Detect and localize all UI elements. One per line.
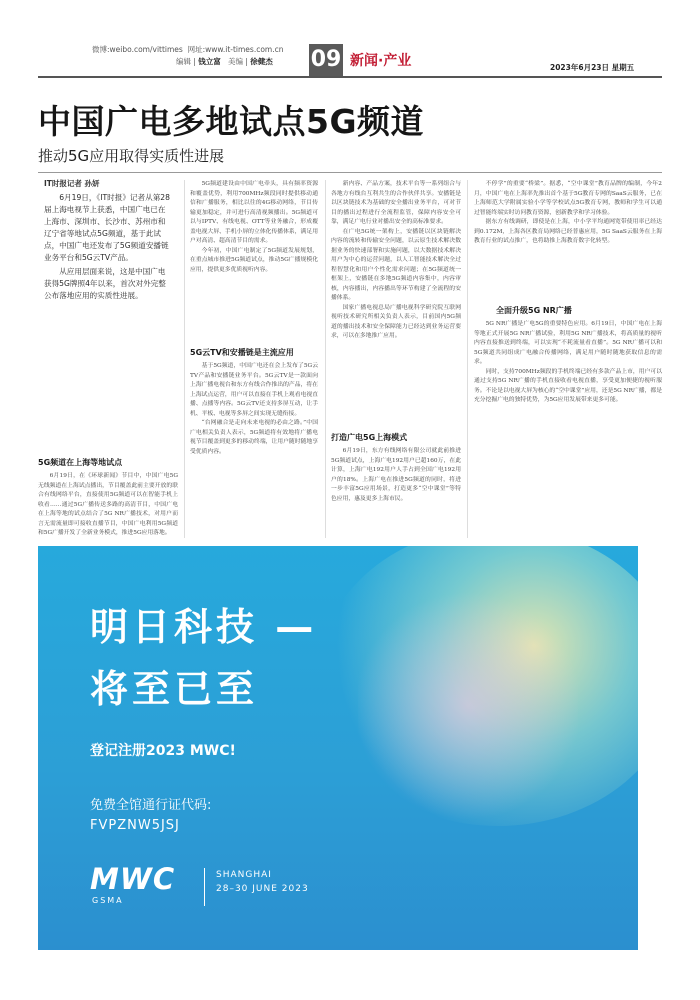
column-divider <box>184 180 185 538</box>
body-col1 <box>38 472 178 536</box>
ad-register-text: 登记注册2023 MWC! <box>90 743 236 759</box>
body-col2-bottom <box>190 362 318 538</box>
editor-label: 编辑 <box>176 57 191 66</box>
editor-name: 钱立富 <box>198 57 221 66</box>
web-text: 网址:www.it-times.com.cn <box>187 45 284 54</box>
body-paragraph: 不停学”的重要“桥梁”。据悉，“空中课堂”教育品牌的编制，今年2月，中国广电在上海率先推出首个基于5G教育专网的SaaS云服务，已在上海师范大学附属实验小学等学校试点5G教育专网，教师和学生可以通过智能终端实时访问教育资源，创新教学和学习体验。 <box>474 181 662 216</box>
masthead-rule <box>38 76 662 78</box>
section-title: 新闻·产业 <box>350 53 412 69</box>
issue-date: 2023年6月23日 星期五 <box>550 63 635 72</box>
subheadline: 推动5G应用取得实质性进展 <box>38 147 225 165</box>
art-label: 美编 <box>227 57 243 66</box>
body-paragraph: 在广电5G统一架构上，安播链以区块链解决内容的流转和传输安全问题，以云原生技术解决数据业务的快速部署和实施问题，以大数据技术解决用户为中心的运营问题，以人工智能技术解决全过程智慧化和用户个性化需求问题；在5G频道统一框架上，安播链在多地5G频道内容集中，内容审核，内容播出，内容播出等环节构建了全流程的安播体系。 <box>331 228 461 301</box>
body-paragraph: 5G频道建设由中国广电牵头，具有频率资源和覆盖优势，利用700MHz频段同时提供移动通信和广播服务，相比以往的4G移动网络，节目传输更加稳定，并可进行高清视频播出。5G频道可以与IPTV、有线电视、OTT等业务融合，形成覆盖电视大屏、手机小屏的立体化传播体系，满足用户对高清、超高清节目的需求。 <box>190 181 318 244</box>
masthead-info: 微博:weibo.com/vittimes 网址:www.it-times.com.cn 编辑 | 钱立富 美编 | 徐健杰 <box>92 45 284 66</box>
body-paragraph: 5G NR广播是广电5G的重要特色应用。6月19日，中国广电在上海等地正式开展5G NR广播试验，利用5G NR广播技术，将高质量的视听内容直接推送到终端，可以实现“不耗流量看直播”。5G NR广播可以和5G频道共同组成广电融合传播网络，满足用户随时随地获取信息的需求。 <box>474 321 662 365</box>
body-col3-bottom <box>331 447 461 537</box>
headline: 中国广电多地试点5G频道 <box>38 102 425 141</box>
ad-city: SHANGHAI <box>216 870 272 880</box>
page-number: 09 <box>309 44 343 76</box>
body-paragraph: 据东方有线调研，即使是在上海，中小学平均通网宽带使用率已经达到0.172M，上海各区教育局网络已经普惠应用，5G SaaS云服务在上海教育行业的试点推广，也将助推上海教育数字化转型。 <box>474 219 662 244</box>
byline: IT时报记者 孙妍 <box>44 179 100 188</box>
mwc-logo: MWC <box>90 862 176 896</box>
column-divider <box>325 180 326 538</box>
subhead-cloud-tv: 5G云TV和安播链是主流应用 <box>190 348 294 357</box>
column-divider <box>467 180 468 538</box>
ad-pass-code: FVPZNW5JSJ <box>90 818 180 833</box>
body-paragraph: 基于5G频道，中国广电还在会上发布了5G云TV产品和安播链业务平台。5G云TV是一款面向上海广播电视台和东方有线合作推出的产品，将在上海试点运营，用户可以直接在手机上观看电视直播、点播等内容。5G云TV还支持多屏互动，让手机、平板、电视等多屏之间实现无缝衔接。 <box>190 363 318 417</box>
subhead-nr-broadcast: 全面升级5G NR广播 <box>496 306 572 315</box>
body-paragraph: 6月19日，在《环球新闻》节目中，中国广电5G无线频道在上海试点播出，节目覆盖此前主要开放的联合有线网络平台，直接使用5G频道可以在智能手机上收看……通过5G广播传送多路的高清节目，中国广电在上海等地的试点结合了5G NR广播技术，对用户而言无需流量即可接收直播节目，中国广电利用5G频道和5G广播开发了全新业务模式，推进5G应用落地。 <box>38 473 178 536</box>
ad-glow-graphic <box>358 586 578 826</box>
ad-headline-line2: 将至已至 <box>90 667 259 711</box>
body-col3-top <box>331 180 461 426</box>
body-paragraph: 同时，支持700MHz频段的手机终端已经有多款产品上市，用户可以通过支持5G NR广播的手机直接收看电视直播，享受更加便捷的视听服务。不论是以电视大屏为核心的“空中课堂”应用，还是5G NR广播，都是充分挖掘广电的独特优势，为5G应用发展带来更多可能。 <box>474 368 662 403</box>
weibo-text: 微博:weibo.com/vittimes <box>92 45 183 54</box>
body-paragraph: 今年初，中国广电制定了5G频道发展规划，在重点城市推进5G频道试点，推动5G广播规模化应用，提供更多优质视听内容。 <box>190 247 318 273</box>
body-paragraph: “台网融合是走向未来电视的必由之路。”中国广电相关负责人表示，5G频道将有效地将广播电视节目覆盖到更多的移动终端，让用户随时随地享受优质内容。 <box>190 420 318 455</box>
lead-paragraphs <box>44 192 170 424</box>
body-col2-top <box>190 180 318 342</box>
body-paragraph: 国家广播电视总局广播电视科学研究院互联网视听技术研究所相关负责人表示，目前国内5G频道的播出技术和安全保障能力已经达到业务运营要求，可以在多地推广应用。 <box>331 304 461 339</box>
art-editor-name: 徐健杰 <box>250 57 273 66</box>
ad-dates: 28–30 JUNE 2023 <box>216 884 309 894</box>
headline-rule <box>38 172 662 173</box>
lead-paragraph: 从应用层面来说，这是中国广电获得5G牌照4年以来，首次对外完整公布落地应用的实质性进展。 <box>44 267 166 300</box>
body-col4-bottom <box>474 320 662 538</box>
ad-free-pass-text: 免费全馆通行证代码: <box>90 798 212 813</box>
body-paragraph: 6月19日，东方有线网络有限公司就此前推进5G频道试点，上海广电192用户已超160万，在此计算，上海广电192用户人手占到全国广电192用户的18%。上海广电在推进5G频道的同时，将进一步丰富5G应用场景，打造更多“空中课堂”等特色应用，惠及更多上海市民。 <box>331 448 461 502</box>
gsma-logo: GSMA <box>92 896 124 905</box>
subhead-trial: 5G频道在上海等地试点 <box>38 458 123 467</box>
subhead-shanghai-model: 打造广电5G上海模式 <box>331 433 408 442</box>
body-paragraph: 新内容、产品方案，技术平台等一系列组合与各地方有线台互利共生的合作伙伴共享。安播链是以区块链技术为基础的安全播出业务平台，可对节目的播出过程进行全流程监管，保障内容安全可靠，满足广电行业对播出安全的高标准要求。 <box>331 181 461 225</box>
body-col4-top <box>474 180 662 298</box>
mwc-advertisement <box>38 546 638 950</box>
lead-paragraph: 6月19日，《IT时报》记者从第28届上海电视节上获悉，中国广电已在上海市、深圳市、长沙市、苏州市和辽宁省等地试点5G频道，基于此试点，中国广电还发布了5G频道安播链业务平台和5G云TV产品。 <box>44 193 170 262</box>
ad-divider <box>204 868 205 906</box>
ad-headline-line1: 明日科技 — <box>90 605 318 649</box>
